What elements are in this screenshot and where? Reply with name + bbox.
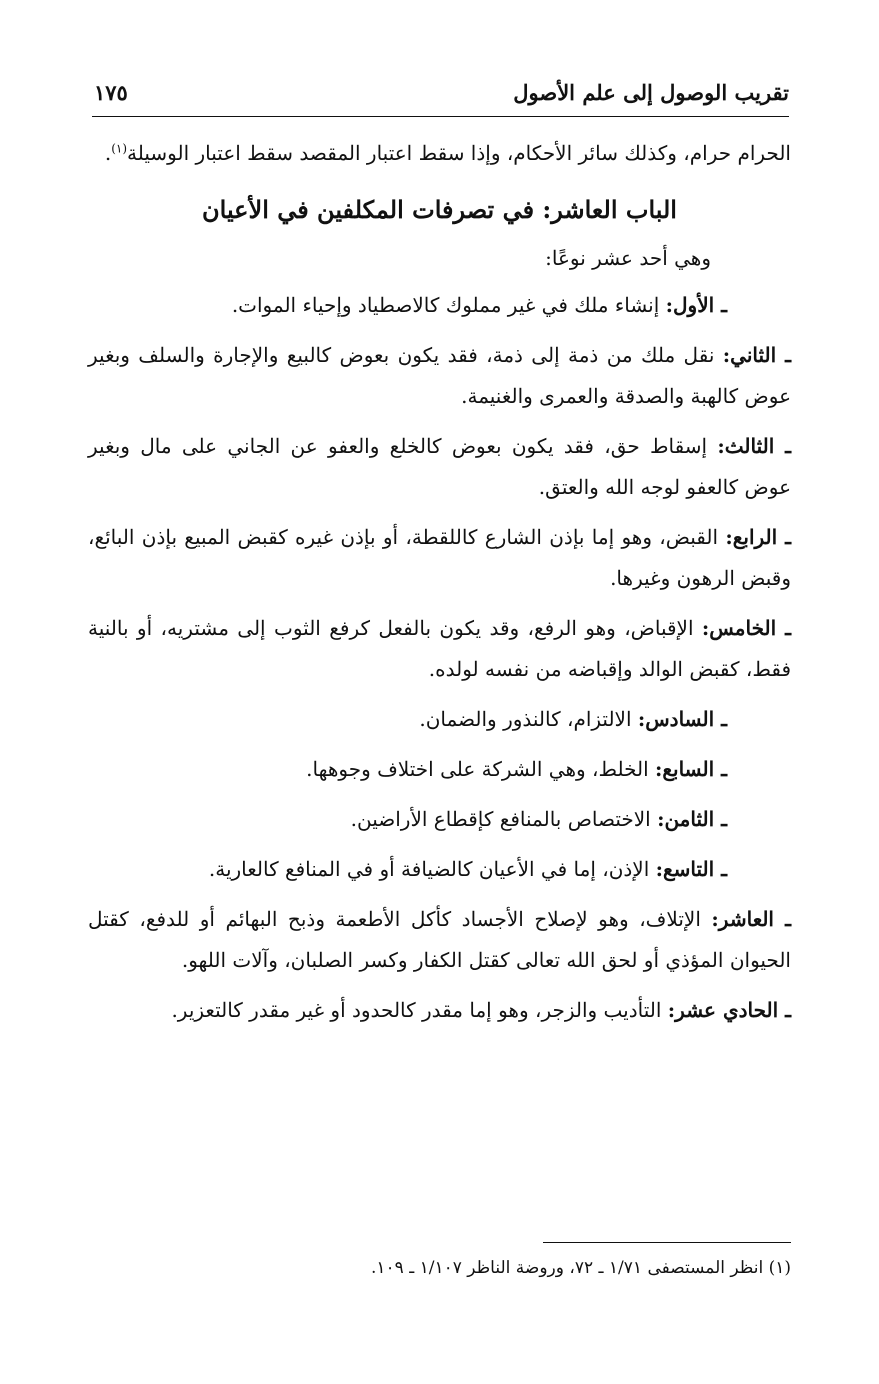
footnote-reference: (١) [111, 141, 128, 156]
item-text: القبض، وهو إما بإذن الشارع كاللقطة، أو بإذن غيره كقبض المبيع بإذن البائع، وقبض الرهون وغيرها. [88, 525, 791, 590]
intro-end: . [104, 141, 112, 165]
item-text: الإذن، إما في الأعيان كالضيافة أو في المنافع كالعارية. [208, 857, 656, 881]
item-text: الاختصاص بالمنافع كإقطاع الأراضين. [350, 807, 658, 831]
list-item [88, 517, 791, 599]
list-item [88, 799, 791, 840]
item-label: ـ الخامس: [701, 616, 792, 640]
item-label: ـ الحادي عشر: [667, 998, 791, 1022]
item-label: ـ الرابع: [725, 525, 791, 549]
page-body [88, 133, 791, 1040]
item-label: ـ السادس: [637, 707, 727, 731]
chapter-lead: وهي أحد عشر نوعًا: [545, 246, 711, 270]
list-item [88, 990, 791, 1031]
item-label: ـ التاسع: [655, 857, 727, 881]
list-item [88, 426, 791, 508]
list-item [88, 285, 791, 326]
item-label: ـ الثامن: [657, 807, 727, 831]
list-item [88, 608, 791, 690]
intro-paragraph [88, 133, 791, 174]
page-number: ١٧٥ [94, 80, 128, 105]
item-label: ـ الأول: [665, 293, 727, 317]
list-item [88, 699, 791, 740]
list-item [88, 749, 791, 790]
item-text: الإتلاف، وهو لإصلاح الأجساد كأكل الأطعمة وذبح البهائم أو للدفع، كقتل الحيوان المؤذي أو لحق الله تعالى كقتل الكفار وكسر الصلبان، وآلات اللهو. [88, 907, 791, 972]
item-text: التأديب والزجر، وهو إما مقدر كالحدود أو غير مقدر كالتعزير. [171, 998, 668, 1022]
item-label: ـ العاشر: [711, 907, 791, 931]
book-title: تقريب الوصول إلى علم الأصول [513, 80, 789, 105]
item-label: ـ الثاني: [722, 343, 791, 367]
item-label: ـ الثالث: [717, 434, 792, 458]
chapter-heading: الباب العاشر: في تصرفات المكلفين في الأعيان [202, 195, 677, 224]
item-text: الخلط، وهي الشركة على اختلاف وجوهها. [306, 757, 655, 781]
item-text: الالتزام، كالنذور والضمان. [419, 707, 638, 731]
item-label: ـ السابع: [654, 757, 727, 781]
item-text: إسقاط حق، فقد يكون بعوض كالخلع والعفو عن الجاني على مال وبغير عوض كالعفو لوجه الله والعتق. [88, 434, 791, 499]
footnote-divider [543, 1242, 791, 1243]
intro-text: الحرام حرام، وكذلك سائر الأحكام، وإذا سقط اعتبار المقصد سقط اعتبار الوسيلة [127, 141, 791, 165]
item-text: الإقباض، وهو الرفع، وقد يكون بالفعل كرفع الثوب إلى مشتريه، أو بالنية فقط، كقبض الوالد وإقباضه من نفسه لولده. [88, 616, 791, 681]
list-item [88, 899, 791, 981]
running-header [92, 76, 789, 117]
footnote: (١) انظر المستصفى ١/٧١ ـ ٧٢، وروضة الناظر ١/١٠٧ ـ ١٠٩. [370, 1258, 791, 1278]
item-text: إنشاء ملك في غير مملوك كالاصطياد وإحياء الموات. [231, 293, 666, 317]
list-item [88, 335, 791, 417]
list-item [88, 849, 791, 890]
item-text: نقل ملك من ذمة إلى ذمة، فقد يكون بعوض كالبيع والإجارة والسلف وبغير عوض كالهبة والصدقة والعمرى والغنيمة. [88, 343, 791, 408]
